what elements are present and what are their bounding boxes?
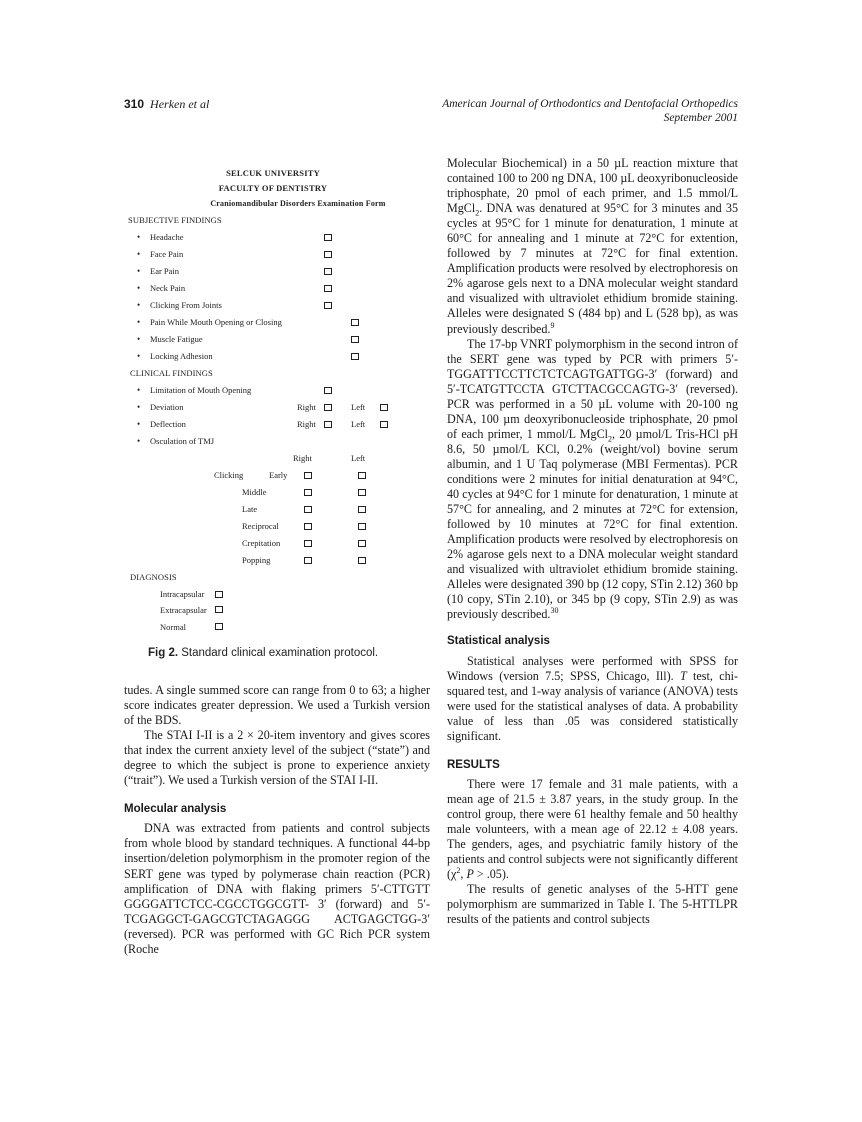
diagnosis-extracapsular: Extracapsular xyxy=(160,605,207,615)
checkbox-face-pain[interactable] xyxy=(324,251,332,258)
bullet-icon: • xyxy=(137,317,141,327)
section-subjective: SUBJECTIVE FINDINGS xyxy=(128,215,222,225)
item-limitation-mouth-opening: Limitation of Mouth Opening xyxy=(150,385,252,395)
running-header-left xyxy=(124,97,209,112)
paragraph-demographics: There were 17 female and 31 male patients, with a mean age of 21.5 ± 3.87 years, in the study group. In the control group, there were 61 healthy female and 50 healthy male volunteers, with a mean age of 22.12 ± 4.08 years. The genders, ages, and psychiatric family history of the patients and control subjects were not significantly different ($\chi^2$, P > .05). xyxy=(447,776,738,882)
checkbox-late-right[interactable] xyxy=(304,506,312,513)
checkbox-ear-pain[interactable] xyxy=(324,268,332,275)
deviation-left-label: Left xyxy=(351,402,366,412)
item-deflection: Deflection xyxy=(150,419,186,429)
checkbox-extracapsular[interactable] xyxy=(215,606,223,613)
checkbox-early-right[interactable] xyxy=(304,472,312,479)
diagnosis-intracapsular: Intracapsular xyxy=(160,589,205,599)
item-headache: Headache xyxy=(150,232,184,242)
form-title-faculty: FACULTY OF DENTISTRY xyxy=(218,183,328,193)
checkbox-limitation-mouth-opening[interactable] xyxy=(324,387,332,394)
checkbox-headache[interactable] xyxy=(324,234,332,241)
paragraph-bds: tudes. A single summed score can range from 0 to 63; a higher score indicates greater depression. We used a Turkish version of the BDS. xyxy=(124,683,430,728)
bullet-icon: • xyxy=(137,249,141,259)
checkbox-middle-right[interactable] xyxy=(304,489,312,496)
checkbox-middle-left[interactable] xyxy=(358,489,366,496)
paragraph-dna-extraction: DNA was extracted from patients and control subjects from whole blood by standard techniques. A functional 44-bp insertion/deletion polymorphism in the promoter region of the SERT gene was typed by polymerase chain reaction (PCR) amplification of DNA with flaking primers 5′-CTTGTT GGGGATTCTCC-CGCCTGGCGTT- 3′ (forward) and 5′-TCGAGGCT-GAGCGTCTAGAGGG ACTGAGCTGG-3′ (reversed). PCR was performed with GC Rich PCR system (Roche xyxy=(124,821,430,956)
running-authors: Herken et al xyxy=(150,97,210,111)
tmj-row-crepitation: Crepitation xyxy=(242,538,281,548)
checkbox-crepitation-left[interactable] xyxy=(358,540,366,547)
tmj-row-early: Early xyxy=(269,470,288,480)
clicking-label: Clicking xyxy=(214,470,244,480)
bullet-icon: • xyxy=(137,385,141,395)
section-clinical: CLINICAL FINDINGS xyxy=(130,368,213,378)
paragraph-stai: The STAI I-II is a 2 × 20-item inventory and gives scores that index the current anxiety level of the subject (“state”) and degree to which the subject is prone to experience anxiety (“trait”). We used a Turkish version of the STAI I-II. xyxy=(124,728,430,788)
tmj-right-header: Right xyxy=(293,453,312,463)
heading-statistical-analysis: Statistical analysis xyxy=(447,635,550,648)
item-clicking-joints: Clicking From Joints xyxy=(150,300,222,310)
left-column xyxy=(124,683,430,957)
deflection-left-label: Left xyxy=(351,419,366,429)
bullet-icon: • xyxy=(137,232,141,242)
deflection-right-label: Right xyxy=(297,419,316,429)
checkbox-muscle-fatigue[interactable] xyxy=(351,336,359,343)
form-title-university: SELCUK UNIVERSITY xyxy=(226,168,320,178)
checkbox-deflection-right[interactable] xyxy=(324,421,332,428)
item-muscle-fatigue: Muscle Fatigue xyxy=(150,334,203,344)
tmj-row-middle: Middle xyxy=(242,487,267,497)
checkbox-early-left[interactable] xyxy=(358,472,366,479)
deviation-right-label: Right xyxy=(297,402,316,412)
checkbox-normal[interactable] xyxy=(215,623,223,630)
paragraph-vnrt: The 17-bp VNRT polymorphism in the second intron of the SERT gene was typed by PCR with primers 5′-TGGATTTCCTTCTCTCAGTGATTGG-3′ (forward) and 5′-TCATGTTCCTA GTCTTACGCCAGTG-3′ (reversed). PCR was performed in a 50 µL volume with 20-100 ng DNA, 100 µm deoxyribonucleoside triphosphate, 20 pmol of each primer, 1 mmol/L MgCl$_2$, 20 µmol/L Tris-HCl pH 8.6, 50 µmol/L KCl, 0.2% (weight/vol) bovine serum albumin, and 1 U Taq polymerase (MBI Fermentas). PCR conditions were 2 minutes for initial denaturation at 94°C, 40 cycles at 94°C for 1 minute for denaturation, 1 minute at 57°C for annealing, and 2 minutes at 72°C for extension, followed by 10 minutes at 72°C for final extention. Amplification products were resolved by electrophoresis on 2% agarose gels next to a DNA molecular weight standard and visualized with ultraviolet ethidium bromide staining. Alleles were designated 390 bp (12 copy, STin 2.12) 360 bp (10 copy, STin 2.10), or 345 bp (9 copy, STin 2.9) as was previously described.$^{30}$ xyxy=(447,336,738,622)
checkbox-popping-right[interactable] xyxy=(304,557,312,564)
item-face-pain: Face Pain xyxy=(150,249,184,259)
item-osculation-tmj: Osculation of TMJ xyxy=(150,436,215,446)
item-deviation: Deviation xyxy=(150,402,184,412)
bullet-icon: • xyxy=(137,419,141,429)
reference-30: 30 xyxy=(550,606,559,616)
reference-9: 9 xyxy=(550,320,555,330)
checkbox-pain-mouth-opening[interactable] xyxy=(351,319,359,326)
checkbox-deflection-left[interactable] xyxy=(380,421,388,428)
figure-caption-label: Fig 2. xyxy=(148,647,179,659)
tmj-row-late: Late xyxy=(242,504,258,514)
checkbox-deviation-left[interactable] xyxy=(380,404,388,411)
checkbox-crepitation-right[interactable] xyxy=(304,540,312,547)
checkbox-reciprocal-left[interactable] xyxy=(358,523,366,530)
bullet-icon: • xyxy=(137,283,141,293)
checkbox-locking-adhesion[interactable] xyxy=(351,353,359,360)
bullet-icon: • xyxy=(137,351,141,361)
checkbox-neck-pain[interactable] xyxy=(324,285,332,292)
item-locking-adhesion: Locking Adhesion xyxy=(150,351,213,361)
page-number: 310 xyxy=(124,97,145,111)
form-title-form: Craniomandibular Disorders Examination Form xyxy=(210,199,386,208)
right-column xyxy=(447,156,738,927)
item-ear-pain: Ear Pain xyxy=(150,266,180,276)
figure-caption xyxy=(148,647,378,659)
running-header-right xyxy=(442,97,738,125)
bullet-icon: • xyxy=(137,334,141,344)
figure-caption-text: Standard clinical examination protocol. xyxy=(178,647,379,659)
paragraph-pcr-5httlpr: Molecular Biochemical) in a 50 µL reaction mixture that contained 100 to 200 ng DNA, 100 µL deoxyribonucleoside triphosphate, 20 pmol of each primer, and 1.5 mmol/L MgCl$_2$. DNA was denatured at 95°C for 3 minutes and 35 cycles at 95°C for 1 minute for denaturation, 1 minute at 60°C for annealing and 1 minute at 72°C for extention, followed by 7 minutes at 72°C for final extention. Amplification products were resolved by electrophoresis on 2% agarose gels next to a DNA molecular weight standard and visualized with ultraviolet ethidium bromide staining. Alleles were designated S (484 bp) and L (528 bp), as was previously described.$^9$ xyxy=(447,156,739,336)
paragraph-genetic-results: The results of genetic analyses of the 5-HTT gene polymorphism are summarized in Table I. The 5-HTTLPR results of the patients and control subjects xyxy=(447,882,738,927)
diagnosis-normal: Normal xyxy=(160,622,186,632)
checkbox-reciprocal-right[interactable] xyxy=(304,523,312,530)
checkbox-late-left[interactable] xyxy=(358,506,366,513)
bullet-icon: • xyxy=(137,266,141,276)
bullet-icon: • xyxy=(137,436,141,446)
checkbox-popping-left[interactable] xyxy=(358,557,366,564)
heading-molecular-analysis: Molecular analysis xyxy=(124,803,227,816)
heading-results: RESULTS xyxy=(447,758,500,771)
tmj-row-popping: Popping xyxy=(242,555,271,565)
checkbox-deviation-right[interactable] xyxy=(324,404,332,411)
paragraph-statistics: Statistical analyses were performed with SPSS for Windows (version 7.5; SPSS, Chicago, Ill). T test, chi-squared test, and 1-way analysis of variance (ANOVA) tests were used for the statistical analyses of data. A probability value of less than .05 was considered statistically significant. xyxy=(447,653,739,743)
tmj-left-header: Left xyxy=(351,453,366,463)
checkbox-intracapsular[interactable] xyxy=(215,591,223,598)
tmj-row-reciprocal: Reciprocal xyxy=(242,521,279,531)
bullet-icon: • xyxy=(137,402,141,412)
journal-issue: September 2001 xyxy=(663,112,738,124)
item-neck-pain: Neck Pain xyxy=(150,283,186,293)
item-pain-mouth-opening: Pain While Mouth Opening or Closing xyxy=(150,317,282,327)
section-diagnosis: DIAGNOSIS xyxy=(130,572,177,582)
bullet-icon: • xyxy=(137,300,141,310)
journal-title: American Journal of Orthodontics and Dentofacial Orthopedics xyxy=(442,98,738,110)
checkbox-clicking-joints[interactable] xyxy=(324,302,332,309)
